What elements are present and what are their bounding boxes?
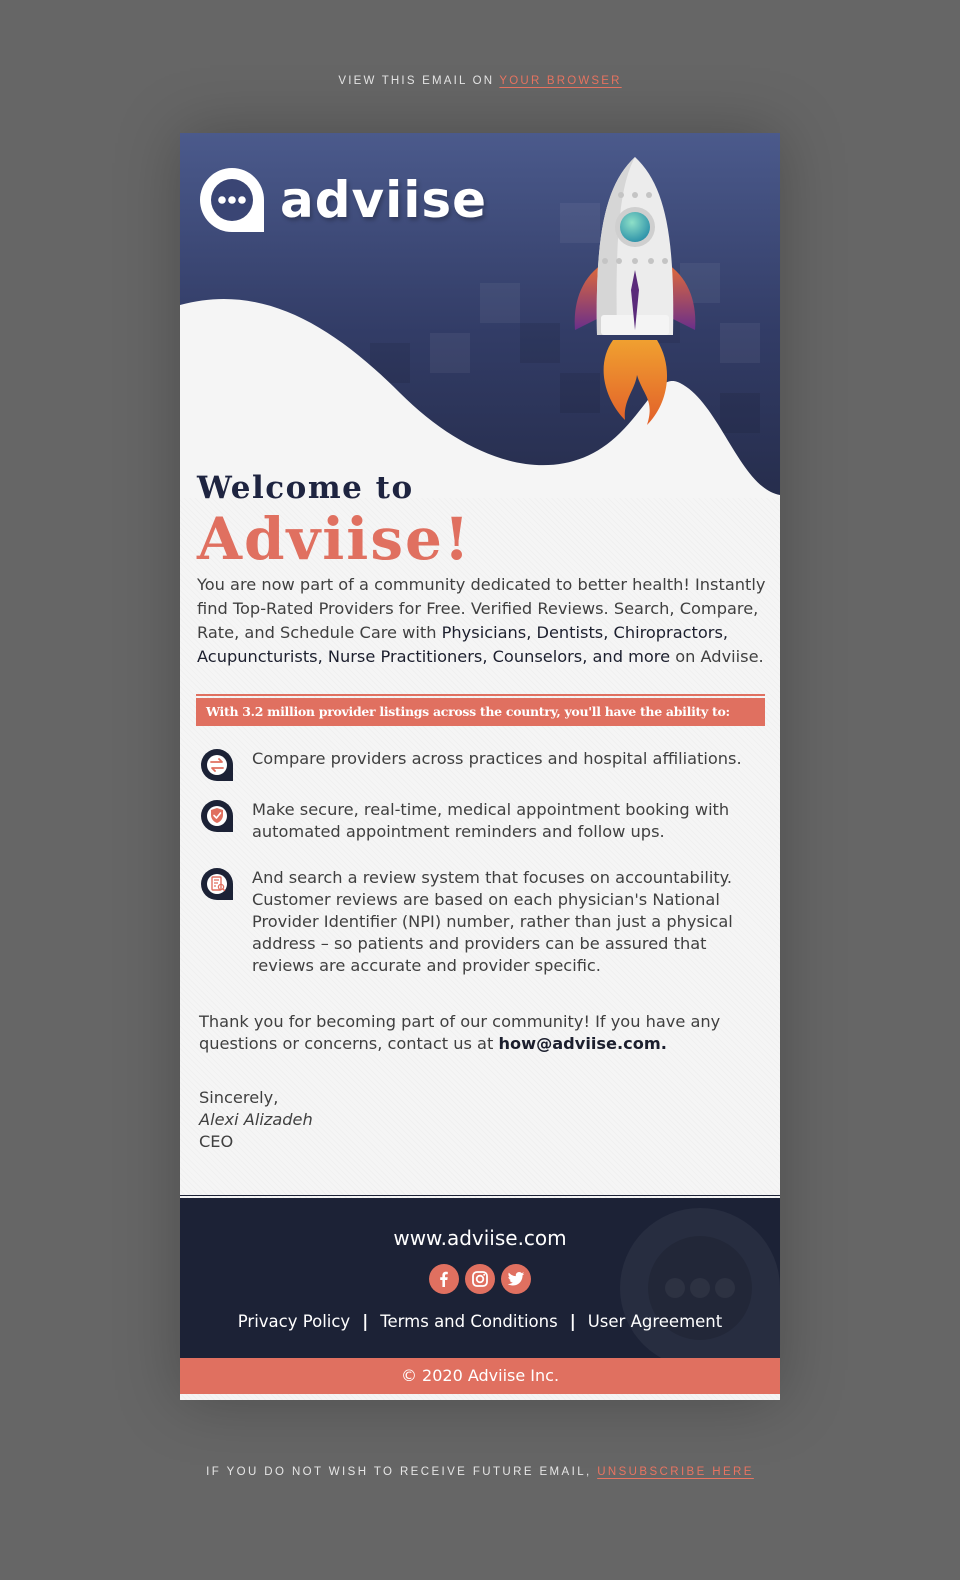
copyright-bar: © 2020 Adviise Inc. (180, 1358, 780, 1394)
preheader (0, 75, 960, 87)
intro-text-2: on Adviise. (670, 647, 764, 666)
feature-text-booking: Make secure, real-time, medical appointment booking with automated appointment reminders and follow ups. (252, 800, 730, 841)
listings-banner: With 3.2 million provider listings across the country, you'll have the ability to: (196, 698, 765, 726)
footer-divider (180, 1195, 780, 1196)
hero-banner (180, 133, 780, 498)
social-links (180, 1264, 780, 1294)
terms-link[interactable]: Terms and Conditions (380, 1312, 558, 1331)
feature-item-reviews (200, 867, 760, 977)
page-title: Adviise! (197, 505, 472, 573)
instagram-button[interactable] (465, 1264, 495, 1294)
website-link[interactable]: www.adviise.com (393, 1226, 567, 1250)
feature-item-booking (200, 799, 760, 843)
brand-wordmark: adviise (280, 171, 488, 229)
user-agreement-link[interactable]: User Agreement (587, 1312, 723, 1331)
link-separator: | (569, 1312, 576, 1331)
signature-block (199, 1087, 313, 1153)
welcome-heading: Welcome to (197, 470, 414, 506)
feature-item-compare (200, 748, 760, 782)
privacy-policy-link[interactable]: Privacy Policy (237, 1312, 351, 1331)
twitter-icon (507, 1270, 525, 1288)
facebook-button[interactable] (429, 1264, 459, 1294)
link-separator: | (362, 1312, 369, 1331)
unsubscribe-footnote (0, 1466, 960, 1478)
thanks-paragraph (199, 1011, 759, 1055)
intro-text-1: You are now part of a community dedicated to better health! Instantly find Top-Rated Providers for Free. Verified Reviews. Search, Compare, Rate, and Schedule Care with (197, 575, 766, 642)
intro-paragraph (197, 573, 767, 669)
signoff-closing: Sincerely, (199, 1088, 279, 1107)
footer-links (180, 1312, 780, 1331)
feature-text-compare: Compare providers across practices and hospital affiliations. (252, 749, 742, 768)
feature-text-reviews: And search a review system that focuses on accountability. Customer reviews are based on each physician's National Provider Identifier (NPI) number, rather than just a physical address – so patients and providers can be assured that reviews are accurate and provider specific. (252, 868, 733, 975)
preheader-text: VIEW THIS EMAIL ON (338, 75, 495, 87)
intro-provider-list: Physicians, Dentists, Chiropractors, Acupuncturists, Nurse Practitioners, Counselors, and more (197, 623, 729, 666)
chat-bubble-icon (198, 166, 266, 234)
compare-arrows-icon (200, 748, 234, 782)
thanks-text: Thank you for becoming part of our community! If you have any questions or concerns, contact us at (199, 1012, 721, 1053)
rocket-icon (565, 155, 705, 435)
brand-logo[interactable] (198, 166, 487, 234)
signoff-name: Alexi Alizadeh (199, 1110, 313, 1129)
contact-email-link[interactable]: how@adviise.com. (498, 1034, 667, 1053)
email-card (180, 133, 780, 1400)
footnote-text: IF YOU DO NOT WISH TO RECEIVE FUTURE EMAIL, (206, 1466, 592, 1478)
unsubscribe-link[interactable]: UNSUBSCRIBE HERE (597, 1466, 754, 1478)
shield-check-icon (200, 799, 234, 833)
instagram-icon (471, 1270, 489, 1288)
signoff-title: CEO (199, 1132, 234, 1151)
review-document-icon (200, 867, 234, 901)
view-in-browser-link[interactable]: YOUR BROWSER (499, 75, 622, 87)
facebook-icon (436, 1271, 452, 1287)
footer (180, 1198, 780, 1358)
twitter-button[interactable] (501, 1264, 531, 1294)
banner-divider (196, 694, 765, 696)
